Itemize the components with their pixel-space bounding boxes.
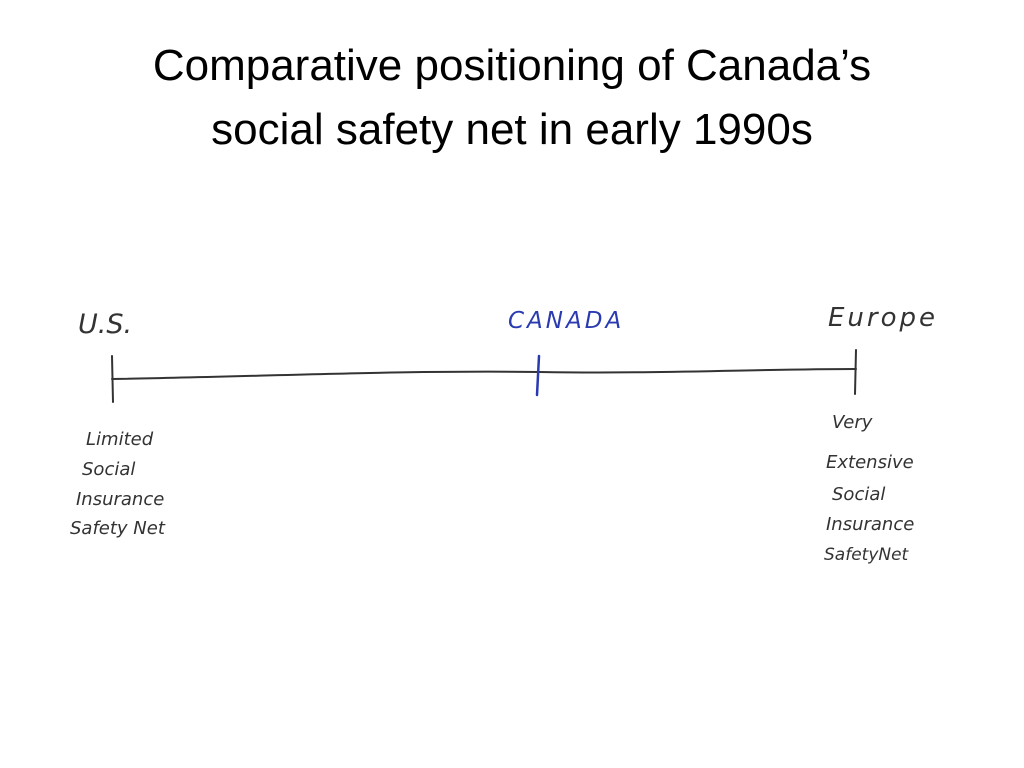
us-description-line: Safety Net	[70, 518, 165, 539]
europe-description-line: Social	[832, 484, 886, 505]
us-description-line: Social	[82, 459, 136, 480]
europe-description-line: Very	[832, 412, 873, 433]
europe-description-line: SafetyNet	[824, 545, 909, 565]
us-description-line: Insurance	[76, 489, 165, 510]
canada-label: CANADA	[508, 308, 625, 334]
us-description-line: Limited	[86, 429, 154, 450]
europe-description-line: Extensive	[826, 452, 914, 473]
us-description	[70, 429, 166, 539]
europe-tick	[855, 350, 856, 394]
europe-description-line: Insurance	[826, 514, 915, 535]
europe-label: Europe	[828, 303, 939, 333]
canada-tick	[537, 356, 539, 395]
europe-description	[824, 412, 914, 565]
us-tick	[112, 356, 113, 402]
spectrum-line	[112, 369, 856, 379]
title-line-1: Comparative positioning of Canada’s	[152, 41, 872, 90]
title-line-2: social safety net in early 1990s	[211, 105, 813, 154]
us-label: U.S.	[78, 309, 133, 340]
